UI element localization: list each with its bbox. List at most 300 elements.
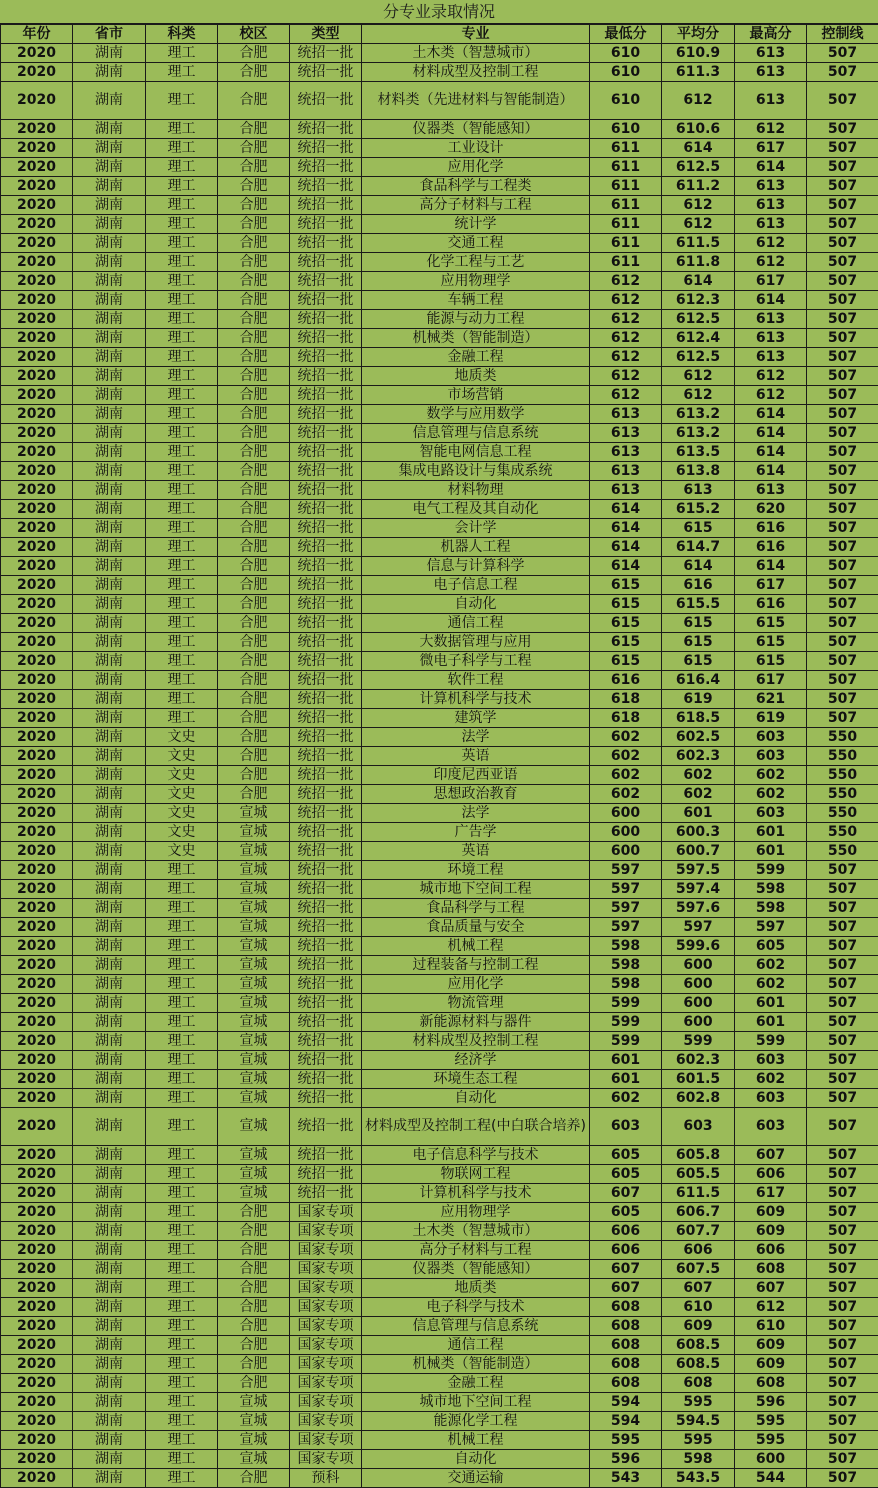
cell-avg-score: 612 [662, 386, 735, 405]
cell-min-score: 608 [590, 1298, 662, 1317]
cell-avg-score: 610.6 [662, 120, 735, 139]
cell-min-score: 608 [590, 1374, 662, 1393]
cell-campus: 宣城 [218, 1184, 290, 1203]
cell-category: 理工 [146, 1165, 218, 1184]
cell-avg-score: 543.5 [662, 1469, 735, 1488]
cell-major: 广告学 [362, 823, 590, 842]
cell-major: 微电子科学与工程 [362, 652, 590, 671]
cell-province: 湖南 [73, 139, 146, 158]
cell-control-line: 507 [807, 994, 878, 1013]
cell-min-score: 607 [590, 1279, 662, 1298]
cell-major: 材料类（先进材料与智能制造） [362, 82, 590, 120]
cell-max-score: 613 [735, 348, 807, 367]
cell-major: 材料物理 [362, 481, 590, 500]
cell-avg-score: 597.5 [662, 861, 735, 880]
table-row [1, 215, 878, 234]
cell-category: 理工 [146, 82, 218, 120]
cell-category: 理工 [146, 158, 218, 177]
cell-year: 2020 [1, 215, 73, 234]
cell-year: 2020 [1, 823, 73, 842]
cell-type: 国家专项 [290, 1260, 362, 1279]
cell-control-line: 507 [807, 1146, 878, 1165]
cell-major: 交通运输 [362, 1469, 590, 1488]
cell-campus: 合肥 [218, 139, 290, 158]
cell-province: 湖南 [73, 1279, 146, 1298]
cell-type: 统招一批 [290, 196, 362, 215]
cell-campus: 合肥 [218, 1336, 290, 1355]
cell-max-score: 613 [735, 82, 807, 120]
cell-year: 2020 [1, 614, 73, 633]
cell-year: 2020 [1, 196, 73, 215]
cell-min-score: 597 [590, 918, 662, 937]
cell-max-score: 609 [735, 1336, 807, 1355]
cell-category: 理工 [146, 652, 218, 671]
cell-min-score: 614 [590, 519, 662, 538]
cell-min-score: 601 [590, 1070, 662, 1089]
cell-control-line: 550 [807, 728, 878, 747]
cell-control-line: 507 [807, 253, 878, 272]
cell-avg-score: 595 [662, 1393, 735, 1412]
cell-campus: 宣城 [218, 1070, 290, 1089]
cell-major: 土木类（智慧城市） [362, 44, 590, 63]
cell-major: 仪器类（智能感知） [362, 1260, 590, 1279]
cell-year: 2020 [1, 880, 73, 899]
cell-province: 湖南 [73, 747, 146, 766]
cell-min-score: 611 [590, 139, 662, 158]
cell-province: 湖南 [73, 1051, 146, 1070]
cell-control-line: 507 [807, 234, 878, 253]
cell-campus: 合肥 [218, 557, 290, 576]
table-row [1, 880, 878, 899]
cell-campus: 宣城 [218, 1032, 290, 1051]
cell-major: 城市地下空间工程 [362, 880, 590, 899]
cell-max-score: 606 [735, 1165, 807, 1184]
cell-category: 理工 [146, 462, 218, 481]
admission-table [0, 24, 878, 1488]
cell-min-score: 610 [590, 82, 662, 120]
cell-major: 物联网工程 [362, 1165, 590, 1184]
cell-province: 湖南 [73, 1298, 146, 1317]
cell-year: 2020 [1, 690, 73, 709]
table-row [1, 481, 878, 500]
cell-avg-score: 608.5 [662, 1355, 735, 1374]
cell-campus: 宣城 [218, 861, 290, 880]
cell-major: 应用物理学 [362, 272, 590, 291]
cell-control-line: 550 [807, 785, 878, 804]
cell-max-score: 601 [735, 842, 807, 861]
cell-type: 统招一批 [290, 614, 362, 633]
cell-min-score: 612 [590, 272, 662, 291]
cell-type: 统招一批 [290, 975, 362, 994]
cell-control-line: 507 [807, 1089, 878, 1108]
cell-campus: 合肥 [218, 576, 290, 595]
cell-min-score: 615 [590, 614, 662, 633]
cell-province: 湖南 [73, 1241, 146, 1260]
cell-major: 仪器类（智能感知） [362, 120, 590, 139]
cell-campus: 宣城 [218, 842, 290, 861]
cell-avg-score: 594.5 [662, 1412, 735, 1431]
cell-province: 湖南 [73, 1146, 146, 1165]
cell-avg-score: 615.2 [662, 500, 735, 519]
cell-avg-score: 606.7 [662, 1203, 735, 1222]
cell-control-line: 507 [807, 139, 878, 158]
table-row [1, 918, 878, 937]
cell-year: 2020 [1, 861, 73, 880]
cell-campus: 宣城 [218, 1431, 290, 1450]
cell-province: 湖南 [73, 956, 146, 975]
cell-type: 统招一批 [290, 880, 362, 899]
cell-min-score: 607 [590, 1184, 662, 1203]
cell-min-score: 611 [590, 253, 662, 272]
cell-province: 湖南 [73, 386, 146, 405]
cell-type: 统招一批 [290, 994, 362, 1013]
cell-major: 材料成型及控制工程 [362, 1032, 590, 1051]
table-row [1, 310, 878, 329]
cell-campus: 合肥 [218, 120, 290, 139]
cell-type: 国家专项 [290, 1393, 362, 1412]
cell-control-line: 507 [807, 937, 878, 956]
cell-avg-score: 610.9 [662, 44, 735, 63]
cell-category: 理工 [146, 1374, 218, 1393]
cell-campus: 合肥 [218, 1260, 290, 1279]
cell-type: 预科 [290, 1469, 362, 1488]
table-row [1, 557, 878, 576]
cell-campus: 宣城 [218, 1165, 290, 1184]
cell-type: 国家专项 [290, 1203, 362, 1222]
cell-category: 文史 [146, 766, 218, 785]
cell-control-line: 507 [807, 196, 878, 215]
cell-avg-score: 615 [662, 652, 735, 671]
cell-category: 理工 [146, 1450, 218, 1469]
cell-campus: 合肥 [218, 1355, 290, 1374]
cell-avg-score: 609 [662, 1317, 735, 1336]
cell-category: 理工 [146, 63, 218, 82]
header-min-score: 最低分 [590, 25, 662, 44]
cell-year: 2020 [1, 1013, 73, 1032]
cell-type: 统招一批 [290, 918, 362, 937]
cell-max-score: 601 [735, 1013, 807, 1032]
cell-major: 金融工程 [362, 1374, 590, 1393]
cell-campus: 合肥 [218, 500, 290, 519]
cell-max-score: 614 [735, 462, 807, 481]
cell-min-score: 596 [590, 1450, 662, 1469]
table-row [1, 462, 878, 481]
cell-min-score: 598 [590, 975, 662, 994]
cell-type: 统招一批 [290, 652, 362, 671]
cell-category: 文史 [146, 785, 218, 804]
cell-province: 湖南 [73, 842, 146, 861]
cell-min-score: 605 [590, 1203, 662, 1222]
table-row [1, 1089, 878, 1108]
cell-campus: 宣城 [218, 899, 290, 918]
cell-province: 湖南 [73, 1412, 146, 1431]
cell-year: 2020 [1, 1469, 73, 1488]
cell-major: 信息管理与信息系统 [362, 424, 590, 443]
cell-province: 湖南 [73, 576, 146, 595]
cell-province: 湖南 [73, 538, 146, 557]
cell-avg-score: 595 [662, 1431, 735, 1450]
table-row [1, 196, 878, 215]
cell-year: 2020 [1, 1260, 73, 1279]
table-row [1, 766, 878, 785]
table-row [1, 1146, 878, 1165]
cell-min-score: 598 [590, 937, 662, 956]
cell-category: 理工 [146, 1317, 218, 1336]
cell-avg-score: 597 [662, 918, 735, 937]
cell-category: 理工 [146, 1431, 218, 1450]
cell-campus: 合肥 [218, 386, 290, 405]
cell-type: 统招一批 [290, 253, 362, 272]
cell-min-score: 610 [590, 63, 662, 82]
cell-max-score: 602 [735, 956, 807, 975]
cell-control-line: 507 [807, 1355, 878, 1374]
cell-control-line: 507 [807, 880, 878, 899]
cell-province: 湖南 [73, 1260, 146, 1279]
cell-avg-score: 613 [662, 481, 735, 500]
cell-max-score: 603 [735, 747, 807, 766]
cell-campus: 宣城 [218, 1146, 290, 1165]
cell-min-score: 618 [590, 709, 662, 728]
cell-type: 统招一批 [290, 576, 362, 595]
cell-min-score: 612 [590, 291, 662, 310]
cell-avg-score: 599.6 [662, 937, 735, 956]
cell-year: 2020 [1, 1222, 73, 1241]
cell-avg-score: 614 [662, 139, 735, 158]
cell-control-line: 507 [807, 1469, 878, 1488]
cell-type: 统招一批 [290, 1070, 362, 1089]
cell-major: 能源与动力工程 [362, 310, 590, 329]
cell-category: 理工 [146, 538, 218, 557]
cell-year: 2020 [1, 253, 73, 272]
cell-year: 2020 [1, 1374, 73, 1393]
cell-major: 自动化 [362, 595, 590, 614]
cell-major: 法学 [362, 728, 590, 747]
cell-province: 湖南 [73, 994, 146, 1013]
cell-campus: 合肥 [218, 329, 290, 348]
cell-province: 湖南 [73, 443, 146, 462]
cell-major: 自动化 [362, 1089, 590, 1108]
cell-year: 2020 [1, 386, 73, 405]
table-row [1, 994, 878, 1013]
cell-major: 智能电网信息工程 [362, 443, 590, 462]
cell-campus: 宣城 [218, 1108, 290, 1146]
cell-control-line: 507 [807, 1393, 878, 1412]
cell-year: 2020 [1, 842, 73, 861]
cell-type: 统招一批 [290, 823, 362, 842]
cell-max-score: 614 [735, 405, 807, 424]
cell-max-score: 603 [735, 1108, 807, 1146]
cell-control-line: 507 [807, 1241, 878, 1260]
cell-category: 理工 [146, 253, 218, 272]
cell-year: 2020 [1, 1070, 73, 1089]
cell-campus: 合肥 [218, 690, 290, 709]
cell-type: 统招一批 [290, 177, 362, 196]
cell-campus: 合肥 [218, 63, 290, 82]
cell-major: 英语 [362, 747, 590, 766]
cell-campus: 合肥 [218, 1279, 290, 1298]
table-row [1, 348, 878, 367]
cell-type: 国家专项 [290, 1412, 362, 1431]
cell-min-score: 611 [590, 158, 662, 177]
header-campus: 校区 [218, 25, 290, 44]
cell-campus: 合肥 [218, 652, 290, 671]
cell-category: 理工 [146, 937, 218, 956]
cell-min-score: 611 [590, 177, 662, 196]
cell-campus: 合肥 [218, 671, 290, 690]
cell-campus: 合肥 [218, 1222, 290, 1241]
cell-category: 理工 [146, 1469, 218, 1488]
cell-control-line: 507 [807, 1108, 878, 1146]
cell-min-score: 612 [590, 386, 662, 405]
cell-major: 高分子材料与工程 [362, 1241, 590, 1260]
cell-min-score: 600 [590, 842, 662, 861]
cell-control-line: 507 [807, 519, 878, 538]
cell-max-score: 596 [735, 1393, 807, 1412]
cell-campus: 合肥 [218, 728, 290, 747]
cell-year: 2020 [1, 481, 73, 500]
cell-type: 统招一批 [290, 1165, 362, 1184]
cell-max-score: 617 [735, 272, 807, 291]
cell-year: 2020 [1, 671, 73, 690]
cell-province: 湖南 [73, 82, 146, 120]
cell-province: 湖南 [73, 215, 146, 234]
cell-avg-score: 602.5 [662, 728, 735, 747]
cell-year: 2020 [1, 1450, 73, 1469]
table-row [1, 690, 878, 709]
cell-type: 国家专项 [290, 1298, 362, 1317]
cell-year: 2020 [1, 1431, 73, 1450]
cell-avg-score: 597.6 [662, 899, 735, 918]
cell-province: 湖南 [73, 177, 146, 196]
cell-year: 2020 [1, 1184, 73, 1203]
cell-min-score: 600 [590, 804, 662, 823]
cell-year: 2020 [1, 652, 73, 671]
cell-max-score: 602 [735, 766, 807, 785]
cell-category: 理工 [146, 1184, 218, 1203]
cell-max-score: 615 [735, 614, 807, 633]
cell-year: 2020 [1, 139, 73, 158]
cell-year: 2020 [1, 348, 73, 367]
cell-control-line: 507 [807, 975, 878, 994]
table-row [1, 538, 878, 557]
cell-avg-score: 614.7 [662, 538, 735, 557]
cell-category: 理工 [146, 424, 218, 443]
cell-year: 2020 [1, 918, 73, 937]
cell-max-score: 614 [735, 443, 807, 462]
cell-year: 2020 [1, 747, 73, 766]
cell-campus: 合肥 [218, 1203, 290, 1222]
cell-campus: 宣城 [218, 918, 290, 937]
cell-campus: 合肥 [218, 1374, 290, 1393]
cell-control-line: 507 [807, 1374, 878, 1393]
cell-max-score: 609 [735, 1203, 807, 1222]
cell-max-score: 599 [735, 861, 807, 880]
cell-type: 统招一批 [290, 329, 362, 348]
cell-year: 2020 [1, 1412, 73, 1431]
cell-avg-score: 598 [662, 1450, 735, 1469]
table-row [1, 158, 878, 177]
cell-province: 湖南 [73, 1317, 146, 1336]
cell-year: 2020 [1, 1108, 73, 1146]
cell-max-score: 619 [735, 709, 807, 728]
cell-campus: 合肥 [218, 747, 290, 766]
cell-year: 2020 [1, 158, 73, 177]
cell-type: 统招一批 [290, 1013, 362, 1032]
cell-type: 统招一批 [290, 405, 362, 424]
table-row [1, 614, 878, 633]
cell-province: 湖南 [73, 937, 146, 956]
cell-campus: 宣城 [218, 937, 290, 956]
cell-control-line: 507 [807, 462, 878, 481]
cell-min-score: 612 [590, 348, 662, 367]
cell-major: 电子科学与技术 [362, 1298, 590, 1317]
cell-max-score: 613 [735, 329, 807, 348]
cell-avg-score: 601.5 [662, 1070, 735, 1089]
table-row [1, 120, 878, 139]
cell-province: 湖南 [73, 1013, 146, 1032]
cell-year: 2020 [1, 1279, 73, 1298]
cell-avg-score: 612 [662, 215, 735, 234]
cell-year: 2020 [1, 519, 73, 538]
table-row [1, 1013, 878, 1032]
cell-campus: 宣城 [218, 956, 290, 975]
cell-control-line: 507 [807, 63, 878, 82]
cell-province: 湖南 [73, 329, 146, 348]
table-row [1, 1165, 878, 1184]
cell-year: 2020 [1, 937, 73, 956]
cell-category: 理工 [146, 139, 218, 158]
cell-max-score: 613 [735, 196, 807, 215]
cell-control-line: 507 [807, 44, 878, 63]
cell-category: 文史 [146, 804, 218, 823]
cell-category: 理工 [146, 196, 218, 215]
cell-category: 文史 [146, 728, 218, 747]
cell-control-line: 507 [807, 1336, 878, 1355]
table-row [1, 177, 878, 196]
table-row [1, 1355, 878, 1374]
table-row [1, 785, 878, 804]
header-major: 专业 [362, 25, 590, 44]
cell-type: 统招一批 [290, 82, 362, 120]
cell-campus: 合肥 [218, 196, 290, 215]
table-row [1, 500, 878, 519]
cell-province: 湖南 [73, 633, 146, 652]
table-row [1, 291, 878, 310]
cell-min-score: 610 [590, 120, 662, 139]
cell-avg-score: 612 [662, 196, 735, 215]
cell-avg-score: 615 [662, 633, 735, 652]
cell-min-score: 608 [590, 1355, 662, 1374]
cell-type: 国家专项 [290, 1355, 362, 1374]
cell-max-score: 599 [735, 1032, 807, 1051]
cell-max-score: 610 [735, 1317, 807, 1336]
cell-category: 理工 [146, 291, 218, 310]
cell-campus: 合肥 [218, 462, 290, 481]
cell-max-score: 612 [735, 253, 807, 272]
cell-type: 统招一批 [290, 234, 362, 253]
cell-control-line: 507 [807, 177, 878, 196]
cell-control-line: 507 [807, 443, 878, 462]
cell-major: 能源化学工程 [362, 1412, 590, 1431]
cell-category: 理工 [146, 1393, 218, 1412]
cell-type: 国家专项 [290, 1336, 362, 1355]
cell-category: 理工 [146, 1203, 218, 1222]
cell-control-line: 507 [807, 1051, 878, 1070]
cell-control-line: 507 [807, 1013, 878, 1032]
cell-min-score: 598 [590, 956, 662, 975]
cell-control-line: 507 [807, 291, 878, 310]
cell-category: 理工 [146, 671, 218, 690]
